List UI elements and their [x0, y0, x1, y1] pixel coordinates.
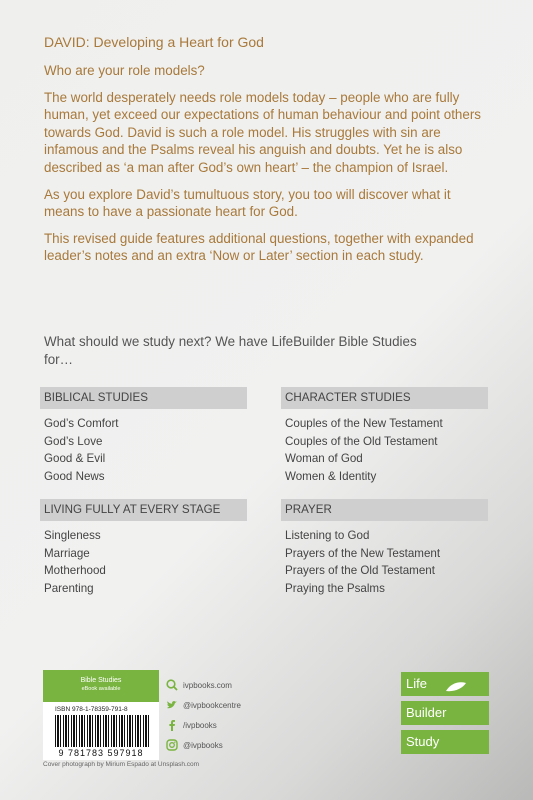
category-list [40, 527, 247, 597]
list-item: Woman of God [285, 452, 363, 466]
isbn-text: ISBN 978-1-78359-791-8 [55, 706, 128, 713]
intro-paragraph-2: As you explore David’s tumultuous story, you too will discover what it means to have a passionate heart for God. [44, 186, 451, 220]
list-item: Marriage [44, 546, 90, 560]
list-item: Singleness [44, 529, 101, 542]
list-item: Women & Identity [285, 469, 377, 483]
list-item: Listening to God [285, 529, 370, 542]
logo-word: Study [406, 734, 440, 749]
category-list [40, 415, 247, 485]
category-prayer [281, 499, 488, 597]
list-item: Parenting [44, 581, 94, 595]
list-item: God’s Love [44, 434, 103, 448]
social-link-website[interactable] [165, 676, 285, 694]
list-item: Prayers of the Old Testament [285, 564, 435, 578]
social-text: ivpbooks.com [183, 680, 232, 690]
barcode-image [55, 715, 151, 747]
book-title: DAVID: Developing a Heart for God [44, 34, 264, 50]
list-item: Good & Evil [44, 452, 106, 466]
list-item: Prayers of the New Testament [285, 546, 441, 560]
social-link-facebook[interactable] [165, 716, 285, 734]
badge-subtitle: eBook available [81, 686, 121, 692]
logo-row-builder [401, 701, 489, 725]
leaf-icon [445, 677, 467, 701]
intro-paragraph-3: This revised guide features additional questions, together with expanded leader’s notes and an extra ‘Now or Later’ section in each study. [44, 230, 474, 264]
category-character-studies [281, 387, 488, 485]
logo-word: Life [406, 676, 427, 691]
twitter-icon [165, 699, 178, 712]
social-text: /ivpbooks [183, 720, 217, 730]
list-item: Couples of the New Testament [285, 417, 443, 430]
social-link-instagram[interactable] [165, 736, 285, 754]
category-living-fully [40, 499, 247, 597]
lifebuilder-logo [401, 672, 489, 759]
intro-question: Who are your role models? [44, 63, 205, 78]
barcode-number: 9 781783 597918 [58, 748, 144, 758]
category-list [281, 415, 488, 485]
logo-word: Builder [406, 705, 447, 720]
list-item: God’s Comfort [44, 417, 119, 430]
category-heading: BIBLICAL STUDIES [40, 387, 247, 409]
category-heading: LIVING FULLY AT EVERY STAGE [40, 499, 247, 521]
category-biblical-studies [40, 387, 247, 485]
social-text: @ivpbookcentre [183, 700, 241, 710]
photo-credit: Cover photograph by Mirium Espado at Unsplash.com [43, 761, 200, 768]
category-heading: PRAYER [281, 499, 488, 521]
next-study-question: What should we study next? We have LifeBuilder Bible Studies for… [44, 334, 417, 367]
facebook-icon [165, 719, 178, 732]
instagram-icon [165, 739, 178, 752]
category-list [281, 527, 488, 597]
bible-studies-badge [43, 670, 159, 702]
intro-paragraph-1: The world desperately needs role models today – people who are fully human, yet exceed our expectations of human behaviour and point others towards God. David is such a role model. His struggles with sin are infamous and the Psalms reveal his anguish and doubts. Yet he is also described as ‘a man after God’s own heart’ – the champion of Israel. [44, 89, 481, 175]
category-heading: CHARACTER STUDIES [281, 387, 488, 409]
list-item: Praying the Psalms [285, 581, 385, 595]
badge-title: Bible Studies [80, 677, 122, 684]
barcode-panel [43, 670, 159, 760]
logo-row-study [401, 730, 489, 754]
list-item: Motherhood [44, 564, 106, 578]
search-icon [165, 679, 178, 692]
list-item: Good News [44, 469, 105, 483]
social-link-twitter[interactable] [165, 696, 285, 714]
logo-row-life [401, 672, 489, 696]
social-text: @ivpbooks [183, 740, 223, 750]
list-item: Couples of the Old Testament [285, 434, 438, 448]
intro-text [44, 62, 494, 274]
